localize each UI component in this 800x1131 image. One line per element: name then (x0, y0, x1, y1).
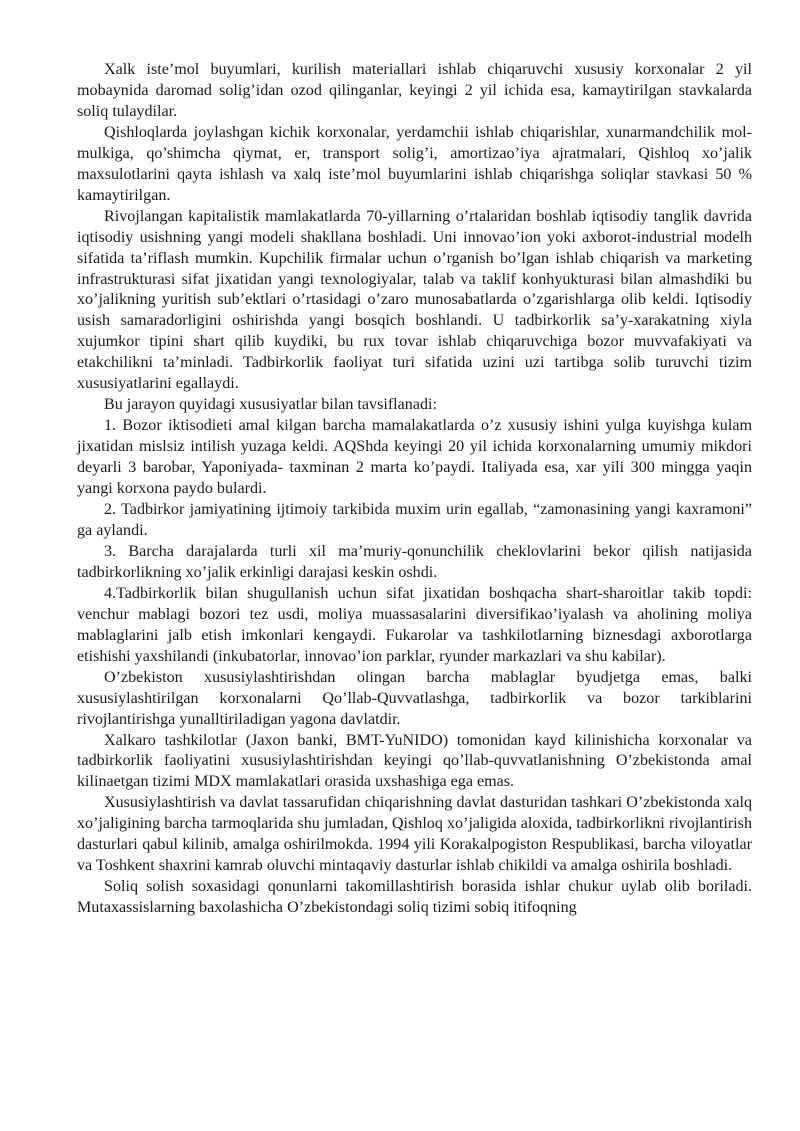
paragraph: Xalk iste’mol buyumlari, kurilish materiallari ishlab chiqaruvchi xususiy korxonalar 2 yil mobaynida daromad solig’idan ozod qilinganlar, keyingi 2 yil ichida esa, kamaytirilgan stavkalarda soliq tulaydilar. (77, 61, 752, 120)
paragraph: O’zbekiston xususiylashtirishdan olingan barcha mablaglar byudjetga emas, balki xususiylashtirilgan korxonalarni Qo’llab-Quvvatlashga, tadbirkorlik va bozor tarkiblarini rivojlantirishga yunalltiriladigan yagona davlatdir. (77, 668, 752, 728)
paragraph: Rivojlangan kapitalistik mamlakatlarda 70-yillarning o’rtalaridan boshlab iqtisodiy tanglik davrida iqtisodiy usishning yangi modeli shakllana boshladi. Uni innovao’ion yoki axborot-industrial modelh sifatida ta’riflash mumkin. Kupchilik firmalar uchun o’rganish bo’lgan ishlab chiqarish va marketing infrastrukturasi sifat jixatidan yangi texnologiyalar, talab va taklif konhyukturasi bilan almashdiki bu xo’jalikning yuritish sub’ektlari o’rtasidagi o’zaro munosabatlarda o’zgarishlarga olib keldi. Iqtisodiy usish samaradorligini oshirishda yangi bosqich boshlandi. U tadbirkorlik sa’y-xarakatning xiyla xujumkor tipini shart qilib kuydiki, bu rux tovar ishlab chiqaruvchiga bozor muvvafakiyati va etakchilikni ta’minladi. Tadbirkorlik faoliyat turi sifatida uzini uzi tartibga solib turuvchi tizim xususiyatlarini egallaydi. (77, 207, 752, 393)
paragraph: Bu jarayon quyidagi xususiyatlar bilan tavsiflanadi: (104, 396, 437, 414)
list-item: 2. Tadbirkor jamiyatining ijtimoiy tarkibida muxim urin egallab, “zamonasining yangi kaxramoni” ga aylandi. (77, 501, 752, 539)
paragraph: Xususiylashtirish va davlat tassarufidan chiqarishning davlat dasturidan tashkari O’zbekistonda xalq xo’jaligining barcha tarmoqlarida shu jumladan, Qishloq xo’jaligida aloxida, tadbirkorlikni rivojlantirish dasturlari qabul kilinib, amalga oshirilmokda. 1994 yili Korakalpogiston Respublikasi, barcha viloyatlar va Toshkent shaxrini kamrab oluvchi mintaqaviy dasturlar ishlab chikildi va amalga oshirila boshladi. (77, 794, 752, 875)
list-item: 1. Bozor iktisodieti amal kilgan barcha mamalakatlarda o’z xususiy ishini yulga kuyishga kulam jixatidan mislsiz intilish yuzaga keldi. AQShda keyingi 20 yil ichida korxonalarning umumiy mikdori deyarli 3 barobar, Yaponiyada- taxminan 2 marta ko’paydi. Italiyada esa, xar yili 300 mingga yaqin yangi korxona paydo bulardi. (77, 417, 752, 498)
document-page (77, 60, 752, 919)
paragraph: Xalkaro tashkilotlar (Jaxon banki, BMT-YuNIDO) tomonidan kayd kilinishicha korxonalar va tadbirkorlik faoliyatini xususiylashtirishdan keyingi qo’llab-quvvatlanishning O’zbekistonda amal kilinaetgan tizimi MDX mamlakatlari orasida uxshashiga ega emas. (77, 731, 752, 791)
list-item: 3. Barcha darajalarda turli xil ma’muriy-qonunchilik cheklovlarini bekor qilish natijasida tadbirkorlikning xo’jalik erkinligi darajasi keskin oshdi. (77, 542, 752, 581)
paragraph: Soliq solish soxasidagi qonunlarni takomillashtirish borasida ishlar chukur uylab olib boriladi. Mutaxassislarning baxolashicha O’zbekistondagi soliq tizimi sobiq itifoqning (77, 878, 752, 917)
list-item: 4.Tadbirkorlik bilan shugullanish uchun sifat jixatidan boshqacha shart-sharoitlar takib topdi: venchur mablagi bozori tez usdi, moliya muassasalarini diversifikao’iyalash va aholining moliya mablaglarini jalb etish imkonlari kengaydi. Fukarolar va tashkilotlarning biznesdagi axborotlarga etishishi yaxshilandi (inkubatorlar, innovao’ion parklar, ryunder markazlari va shu kabilar). (77, 584, 752, 665)
paragraph: Qishloqlarda joylashgan kichik korxonalar, yerdamchii ishlab chiqarishlar, xunarmandchilik mol-mulkiga, qo’shimcha qiymat, er, transport solig’i, amortizao’iya ajratmalari, Qishloq xo’jalik maxsulotlarini qayta ishlash va xalq iste’mol buyumlarini ishlab chiqarishga soliqlar stavkasi 50 % kamaytirilgan. (77, 123, 752, 204)
